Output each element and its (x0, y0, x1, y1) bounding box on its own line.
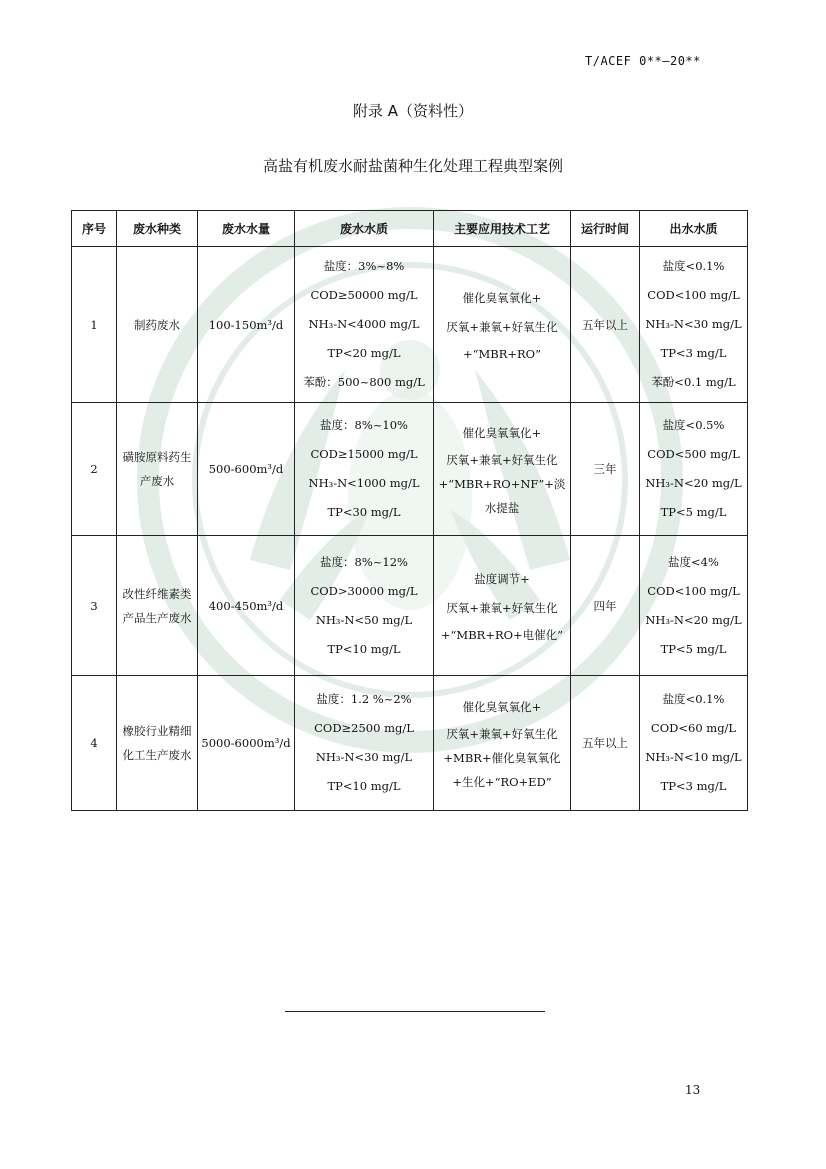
footnote-divider (285, 1011, 545, 1012)
cell-time: 五年以上 (571, 247, 640, 403)
column-header-quality: 废水水质 (295, 211, 434, 247)
standard-code: T/ACEF 0**—20** (585, 54, 701, 68)
table-row (72, 403, 748, 536)
cell-quality: 盐度：8%~10% COD≥15000 mg/L NH₃-N<1000 mg/L TP<30 mg/L (295, 403, 434, 536)
cell-time: 四年 (571, 536, 640, 676)
cell-time: 三年 (571, 403, 640, 536)
cell-quality: 盐度：8%~12% COD>30000 mg/L NH₃-N<50 mg/L TP<10 mg/L (295, 536, 434, 676)
column-header-volume: 废水水量 (198, 211, 295, 247)
table-row (72, 536, 748, 676)
cell-volume: 500-600m³/d (198, 403, 295, 536)
column-header-type: 废水种类 (117, 211, 198, 247)
column-header-time: 运行时间 (571, 211, 640, 247)
cell-volume: 100-150m³/d (198, 247, 295, 403)
table-row (72, 247, 748, 403)
cell-type: 改性纤维素类产品生产废水 (117, 536, 198, 676)
cell-no: 4 (72, 676, 117, 811)
column-header-no: 序号 (72, 211, 117, 247)
cell-quality: 盐度：1.2 %~2% COD≥2500 mg/L NH₃-N<30 mg/L TP<10 mg/L (295, 676, 434, 811)
cell-volume: 5000-6000m³/d (198, 676, 295, 811)
cell-process: 催化臭氧氧化+ 厌氧+兼氧+好氧生化+MBR+催化臭氧氧化+生化+“RO+ED” (434, 676, 571, 811)
cell-process: 催化臭氧氧化+ 厌氧+兼氧+好氧生化+“MBR+RO+NF”+淡水提盐 (434, 403, 571, 536)
table-row (72, 676, 748, 811)
column-header-effluent: 出水水质 (640, 211, 748, 247)
cell-effluent: 盐度<0.5% COD<500 mg/L NH₃-N<20 mg/L TP<5 mg/L (640, 403, 748, 536)
cell-no: 3 (72, 536, 117, 676)
cell-no: 2 (72, 403, 117, 536)
column-header-process: 主要应用技术工艺 (434, 211, 571, 247)
cell-process: 催化臭氧氧化+ 厌氧+兼氧+好氧生化 +“MBR+RO” (434, 247, 571, 403)
cell-process: 盐度调节+ 厌氧+兼氧+好氧生化 +“MBR+RO+电催化” (434, 536, 571, 676)
cell-volume: 400-450m³/d (198, 536, 295, 676)
cell-quality: 盐度：3%~8% COD≥50000 mg/L NH₃-N<4000 mg/L TP<20 mg/L 苯酚：500~800 mg/L (295, 247, 434, 403)
cell-no: 1 (72, 247, 117, 403)
case-table (71, 210, 748, 811)
cell-time: 五年以上 (571, 676, 640, 811)
document-title: 高盐有机废水耐盐菌种生化处理工程典型案例 (262, 157, 563, 175)
cell-effluent: 盐度<0.1% COD<100 mg/L NH₃-N<30 mg/L TP<3 mg/L 苯酚<0.1 mg/L (640, 247, 748, 403)
cell-type: 制药废水 (117, 247, 198, 403)
appendix-title: 附录 A（资料性） (352, 102, 474, 120)
table-header-row (72, 211, 748, 247)
cell-effluent: 盐度<4% COD<100 mg/L NH₃-N<20 mg/L TP<5 mg/L (640, 536, 748, 676)
page-number: 13 (685, 1083, 701, 1097)
cell-type: 橡胶行业精细化工生产废水 (117, 676, 198, 811)
cell-effluent: 盐度<0.1% COD<60 mg/L NH₃-N<10 mg/L TP<3 mg/L (640, 676, 748, 811)
cell-type: 磺胺原料药生产废水 (117, 403, 198, 536)
